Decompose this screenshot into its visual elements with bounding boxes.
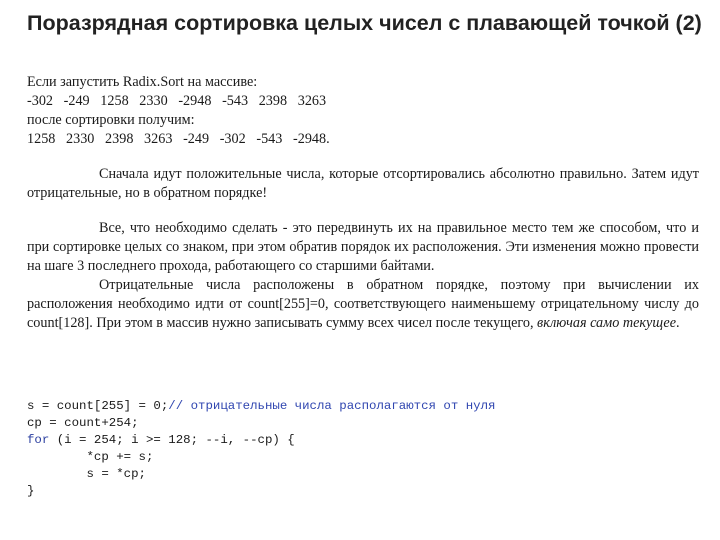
intro-array-output: 1258 2330 2398 3263 -249 -302 -543 -2948. xyxy=(27,131,330,147)
code-line-3 xyxy=(27,432,699,449)
code-block xyxy=(27,398,699,500)
code-line-3-rest: (i = 254; i >= 128; --i, --cp) { xyxy=(49,433,295,447)
code-line-1 xyxy=(27,398,699,415)
spacer xyxy=(27,203,699,219)
paragraph-1: Сначала идут положительные числа, которые отсортировались абсолютно правильно. Затем идут отрицательные, но в обратном порядке! xyxy=(27,166,699,201)
slide-title: Поразрядная сортировка целых чисел с плавающей точкой (2) xyxy=(27,11,702,35)
slide-body xyxy=(27,73,699,333)
code-line-6: } xyxy=(27,484,35,498)
paragraph-3-text: Отрицательные числа расположены в обратном порядке, поэтому при вычислении их расположения необходимо идти от count[255]=0, соответствующего наименьшему отрицательному числу до count[128]. При этом в массив нужно записывать сумму всех чисел после текущего, xyxy=(27,277,699,331)
paragraph-3-end: . xyxy=(676,315,680,331)
paragraph-3 xyxy=(27,276,699,333)
paragraph-3-italic: включая само текущее xyxy=(537,315,676,331)
code-comment: // отрицательные числа располагаются от нуля xyxy=(168,399,496,413)
code-line-2: cp = count+254; xyxy=(27,416,139,430)
spacer xyxy=(27,149,699,165)
code-line-4: *cp += s; xyxy=(27,450,154,464)
intro-line-3: после сортировки получим: xyxy=(27,112,195,128)
code-line-5: s = *cp; xyxy=(27,467,146,481)
code-keyword-for: for xyxy=(27,433,50,447)
intro-line-1: Если запустить Radix.Sort на массиве: xyxy=(27,74,258,90)
paragraph-2: Все, что необходимо сделать - это передвинуть их на правильное место тем же способом, что и при сортировке целых со знаком, при этом обратив порядок их расположения. Эти изменения можно провести на шаге 3 последнего прохода, работающего со старшими байтами. xyxy=(27,220,699,274)
code-line-1-code: s = count[255] = 0; xyxy=(27,399,169,413)
intro-array-input: -302 -249 1258 2330 -2948 -543 2398 3263 xyxy=(27,93,327,109)
